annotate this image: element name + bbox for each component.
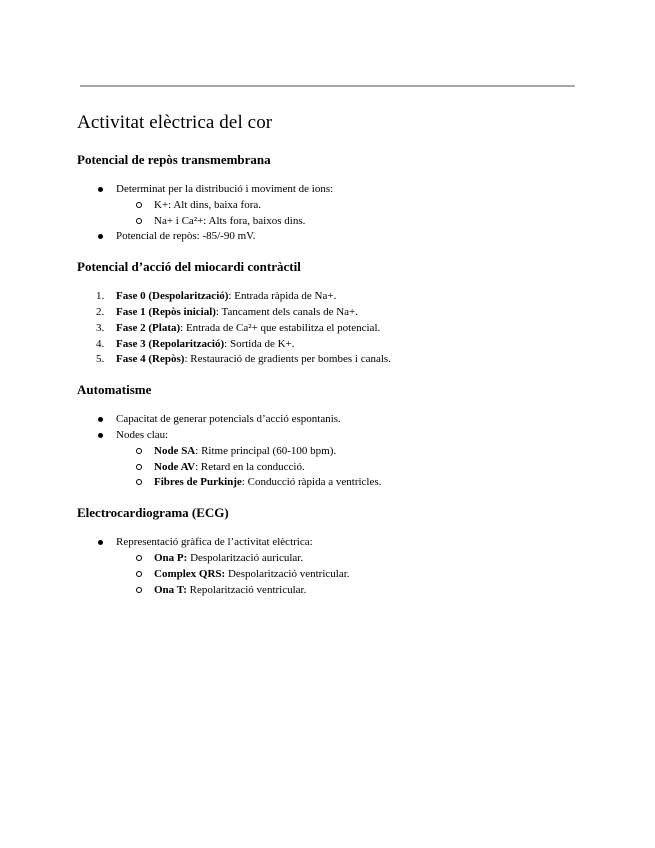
list-item: 5. Fase 4 (Repòs): Restauració de gradients per bombes i canals. xyxy=(96,353,391,366)
list-item: Ona T: Repolarització ventricular. xyxy=(116,583,577,599)
section-heading-automatism: Automatisme xyxy=(77,382,152,398)
ecg-waves-sublist xyxy=(116,551,577,598)
list-item: Ona P: Despolarització auricular. xyxy=(116,551,577,567)
list-item: Capacitat de generar potencials d’acció espontanis. xyxy=(77,412,577,428)
list-item: Node AV: Retard en la conducció. xyxy=(116,460,577,476)
list-item: Na+ i Ca²+: Alts fora, baixos dins. xyxy=(116,214,577,230)
section-heading-action-potential: Potencial d’acció del miocardi contràctil xyxy=(77,259,301,275)
resting-potential-list xyxy=(77,182,577,245)
list-item: 1. Fase 0 (Despolarització): Entrada ràpida de Na+. xyxy=(96,290,337,303)
automatism-list xyxy=(77,412,577,491)
list-item: K+: Alt dins, baixa fora. xyxy=(116,198,577,214)
list-item: Determinat per la distribució i moviment de ions: K+: Alt dins, baixa fora. Na+ i Ca²+: Alts fora, baixos dins. xyxy=(77,182,577,229)
list-item: Node SA: Ritme principal (60-100 bpm). xyxy=(116,444,577,460)
list-item: Potencial de repòs: -85/-90 mV. xyxy=(77,229,577,245)
phase-list xyxy=(77,289,577,368)
list-item: Representació gràfica de l’activitat elèctrica: Ona P: Despolarització auricular. Complex QRS: Despolarització ventricular. Ona T: Repolarització ventricular. xyxy=(77,535,577,598)
ion-sublist xyxy=(116,198,577,230)
list-item: Fibres de Purkinje: Conducció ràpida a ventricles. xyxy=(116,475,577,491)
list-item: 4. Fase 3 (Repolarització): Sortida de K+. xyxy=(96,337,295,350)
list-item: 2. Fase 1 (Repòs inicial): Tancament dels canals de Na+. xyxy=(96,305,358,318)
list-item: Complex QRS: Despolarització ventricular. xyxy=(116,567,577,583)
page-title: Activitat elèctrica del cor xyxy=(77,112,273,133)
document-content xyxy=(77,111,577,611)
section-heading-ecg: Electrocardiograma (ECG) xyxy=(77,505,229,521)
ecg-list xyxy=(77,535,577,598)
horizontal-rule xyxy=(80,85,575,87)
nodes-sublist xyxy=(116,444,577,491)
section-heading-resting-potential: Potencial de repòs transmembrana xyxy=(77,152,271,167)
list-item: Nodes clau: Node SA: Ritme principal (60-100 bpm). Node AV: Retard en la conducció. Fibres de Purkinje: Conducció ràpida a ventricles. xyxy=(77,428,577,491)
list-item: 3. Fase 2 (Plata): Entrada de Ca²+ que estabilitza el potencial. xyxy=(96,321,381,334)
